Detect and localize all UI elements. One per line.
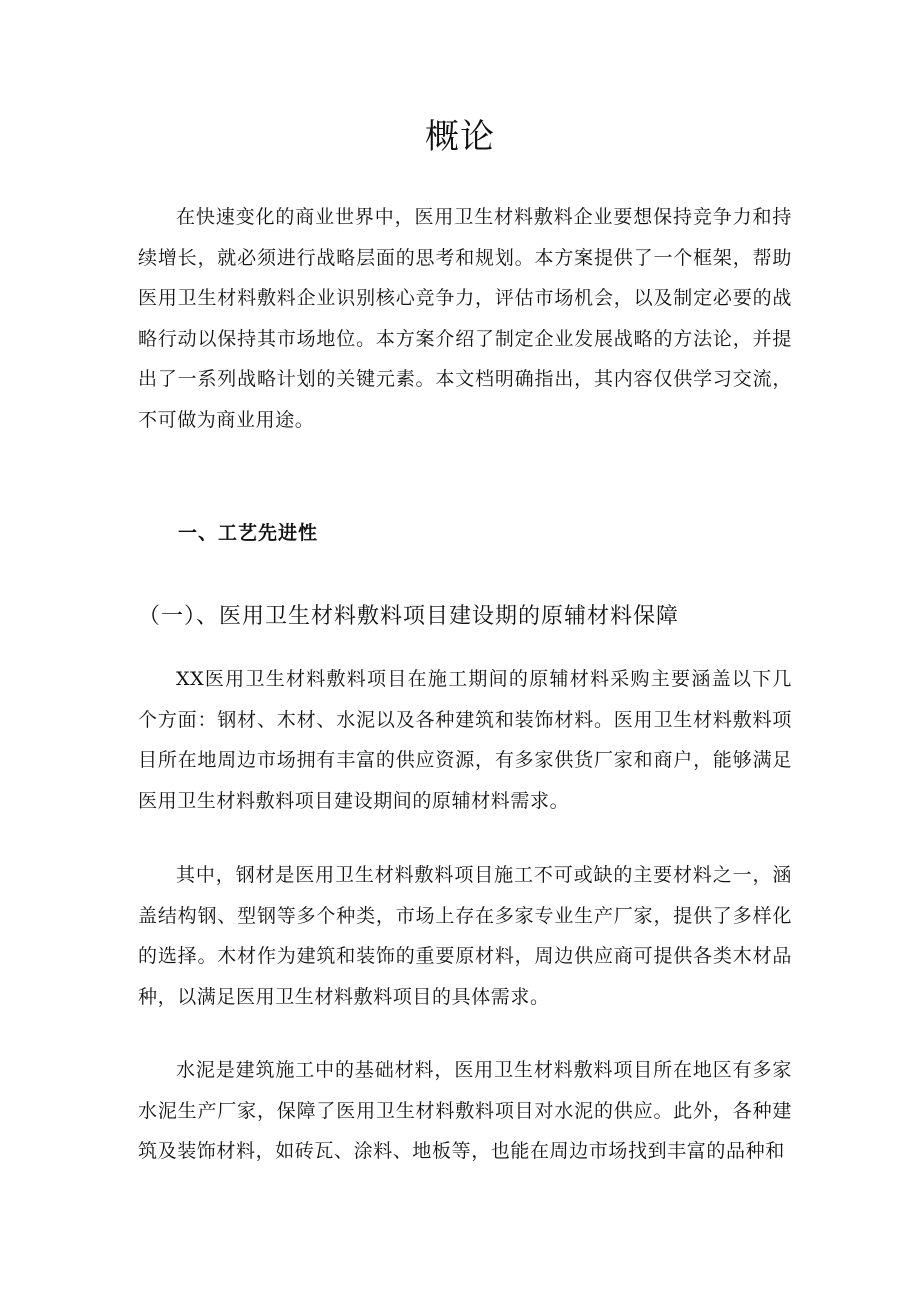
intro-paragraph: 在快速变化的商业世界中，医用卫生材料敷料企业要想保持竞争力和持续增长，就必须进行战略层面的思考和规划。本方案提供了一个框架，帮助医用卫生材料敷料企业识别核心竞争力，评估市场机会，以及制定必要的战略行动以保持其市场地位。本方案介绍了制定企业发展战略的方法论，并提出了一系列战略计划的关键元素。本文档明确指出，其内容仅供学习交流，不可做为商业用途。 [138, 206, 792, 431]
subsection-heading: （一）、医用卫生材料敷料项目建设期的原辅材料保障 [138, 604, 680, 629]
body-paragraph: XX医用卫生材料敷料项目在施工期间的原辅材料采购主要涵盖以下几个方面：钢材、木材、水泥以及各种建筑和装饰材料。医用卫生材料敷料项目所在地周边市场拥有丰富的供应资源，有多家供货厂家和商户，能够满足医用卫生材料敷料项目建设期间的原辅材料需求。 [138, 668, 792, 812]
page-title: 概论 [425, 117, 495, 157]
section-heading: 一、工艺先进性 [178, 522, 319, 544]
body-paragraph: 其中，钢材是医用卫生材料敷料项目施工不可或缺的主要材料之一，涵盖结构钢、型钢等多个种类，市场上存在多家专业生产厂家，提供了多样化的选择。木材作为建筑和装饰的重要原材料，周边供应商可提供各类木材品种，以满足医用卫生材料敷料项目的具体需求。 [138, 864, 792, 1008]
body-paragraph: 水泥是建筑施工中的基础材料，医用卫生材料敷料项目所在地区有多家水泥生产厂家，保障了医用卫生材料敷料项目对水泥的供应。此外，各种建筑及装饰材料，如砖瓦、涂料、地板等，也能在周边市场找到丰富的品种和 [138, 1059, 792, 1163]
